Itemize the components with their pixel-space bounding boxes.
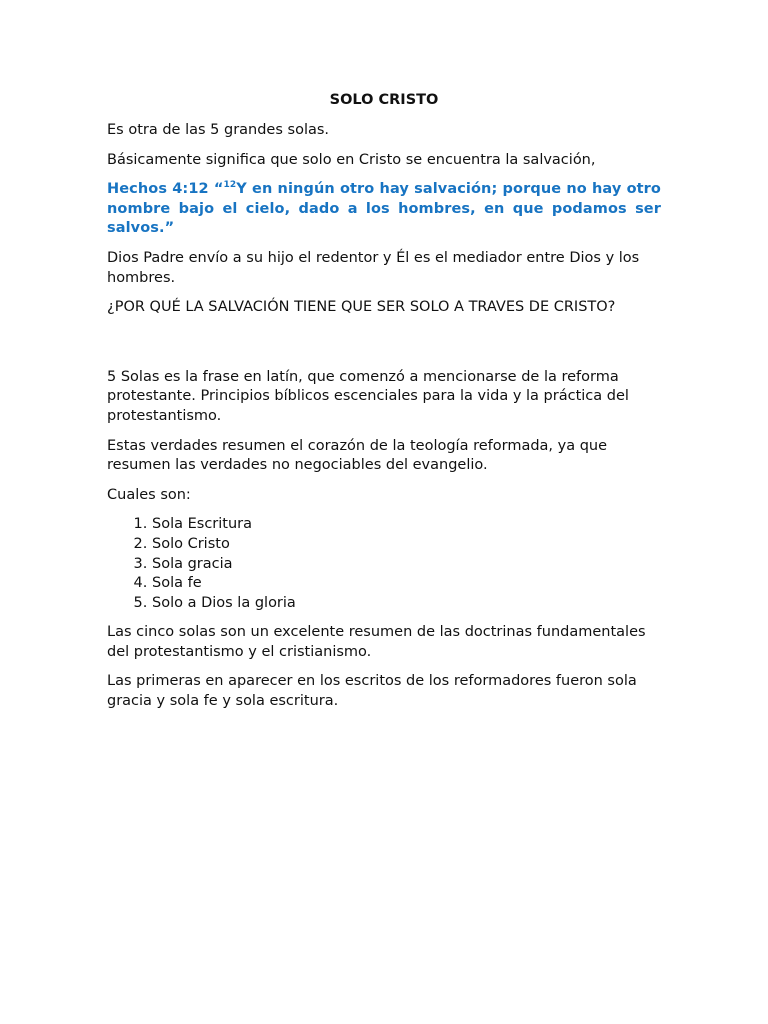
list-item: 4. Sola fe [152,574,661,594]
paragraph-summary: Las cinco solas son un excelente resumen de las doctrinas fundamentales del protestantismo y el cristianismo. [107,624,646,660]
paragraph-mediator: Dios Padre envío a su hijo el redentor y Él es el mediador entre Dios y los hombres. [107,249,640,286]
paragraph-meaning: Básicamente significa que solo en Cristo se encuentra la salvación, [107,151,596,168]
question-heading: ¿POR QUÉ LA SALVACIÓN TIENE QUE SER SOLO A TRAVES DE CRISTO? [107,299,616,316]
list-item: 3. Sola gracia [152,555,661,575]
list-item: 2. Solo Cristo [152,535,661,555]
verse-number: 12 [223,180,237,191]
list-item: 5. Solo a Dios la gloria [152,594,661,614]
verse-text: Y en ningún otro hay salvación; porque no hay otro nombre bajo el cielo, dado a los hombres, en que podamos ser salvos.” [107,181,661,237]
bible-verse [107,180,661,239]
list-item: 1. Sola Escritura [152,515,661,535]
document-title: SOLO CRISTO [329,92,439,108]
paragraph-origin: 5 Solas es la frase en latín, que comenzó a mencionarse de la reforma protestante. Principios bíblicos escenciales para la vida y la práctica del protestantismo. [107,368,629,424]
paragraph-truths: Estas verdades resumen el corazón de la teología reformada, ya que resumen las verdades no negociables del evangelio. [107,437,608,474]
paragraph-intro: Es otra de las 5 grandes solas. [107,122,330,138]
spacer [107,328,661,368]
list-intro: Cuales son: [107,486,191,503]
verse-reference: Hechos 4:12 “ [107,181,224,198]
solas-list [107,515,661,613]
paragraph-first-solas: Las primeras en aparecer en los escritos de los reformadores fueron sola gracia y sola fe y sola escritura. [107,673,637,710]
